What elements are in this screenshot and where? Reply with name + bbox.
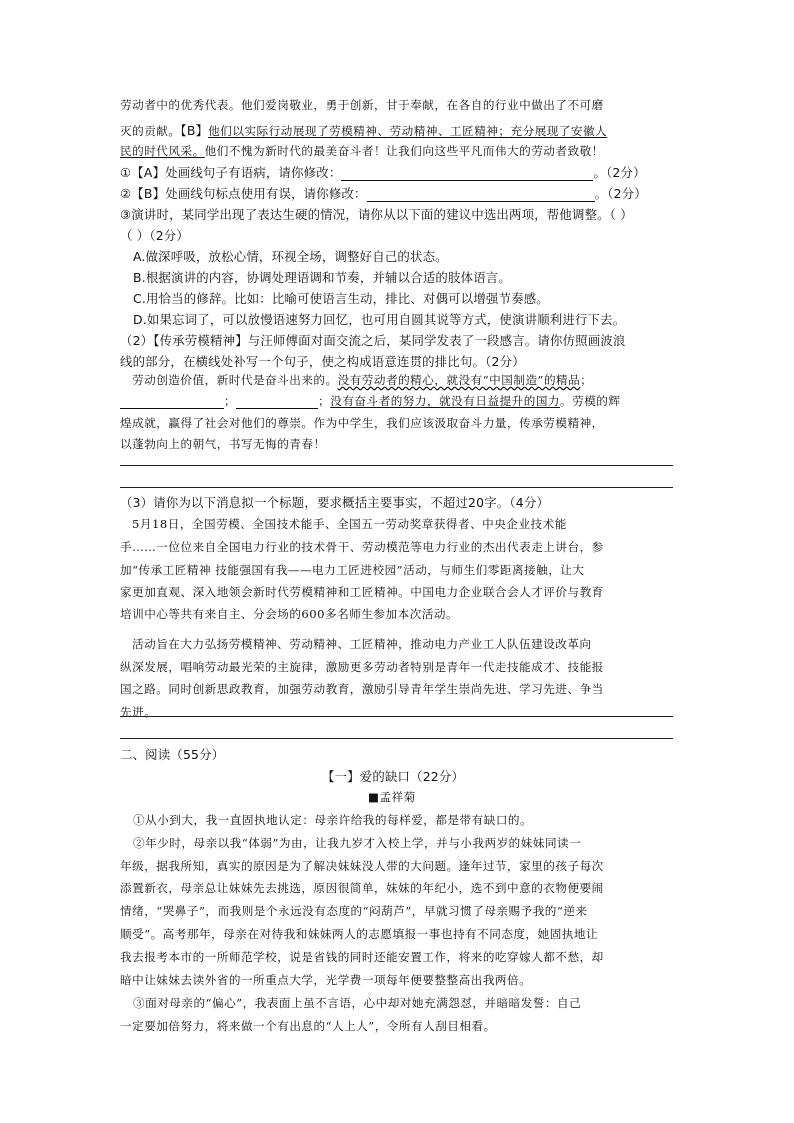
news-line: 5月18日，全国劳模、全国技术能手、全国五一劳动奖章获得者、中央企业技术能	[132, 517, 567, 531]
article-line: 情绪，“哭鼻子”，而我则是个永远没有态度的“闷葫芦”，早就习惯了母亲赐予我的“逆来	[120, 904, 588, 918]
article-line: ③面对母亲的“偏心”，我表面上虽不言语，心中却对她充满怨怼，并暗暗发誓：自己	[133, 996, 582, 1010]
passage-line: 劳动者中的优秀代表。他们爱岗敬业，勇于创新，甘于奉献，在各自的行业中做出了不可磨	[120, 98, 604, 112]
part2-paragraph: 煌成就，赢得了社会对他们的尊崇。作为中学生，我们应该汲取奋斗力量，传承劳模精神，	[120, 416, 604, 430]
article-line: 暗中让妹妹去读外省的一所重点大学，光学费一项每年便要整整高出我两倍。	[120, 973, 532, 987]
news-line: 先进。	[120, 705, 157, 719]
option-b: B.根据演讲的内容，协调处理语调和节奏，并辅以合适的肢体语言。	[133, 270, 511, 285]
option-c: C.用恰当的修辞。比如：比喻可使语言生动，排比、对偶可以增强节奏感。	[133, 291, 549, 306]
wavy-sentence: 没有劳动者的精心，就没有“中国制造”的精品	[337, 373, 581, 387]
answer-line[interactable]	[120, 738, 673, 739]
article-title: 【一】爱的缺口（22分）	[322, 769, 465, 784]
part2-instruction: 线的部分，在横线处补写一个句子，使之构成语意连贯的排比句。（2分）	[120, 354, 525, 369]
news-line: 国之路。同时创新思政教育，加强劳动教育，激励引导青年学生崇尚先进、学习先进、争当	[120, 682, 604, 696]
underlined-sentence-b: 他们以实际行动展现了劳模精神、劳动精神、工匠精神；充分展现了安徽人	[208, 124, 608, 138]
answer-line[interactable]	[120, 487, 673, 488]
answer-line[interactable]	[120, 716, 673, 717]
article-line: 添置新衣，母亲总让妹妹先去挑选，原因很简单，妹妹的年纪小，选不到中意的衣物便要闹	[120, 881, 604, 895]
answer-blank[interactable]	[367, 189, 595, 202]
part3-instruction: （3）请你为以下消息拟一个标题，要求概括主要事实，不超过20字。（4分）	[120, 495, 550, 510]
passage-line: 灭的贡献。【B】他们以实际行动展现了劳模精神、劳动精神、工匠精神；充分展现了安徽人	[120, 123, 608, 138]
news-line: 活动旨在大力弘扬劳模精神、劳动精神、工匠精神，推动电力产业工人队伍建设改革向	[132, 637, 592, 651]
answer-line[interactable]	[120, 465, 673, 466]
article-line: 一定要加倍努力，将来做一个有出息的“人上人”，令所有人刮目相看。	[120, 1019, 496, 1033]
question-1: ①【A】处画线句子有语病，请你修改： 。（2分）	[120, 165, 646, 180]
article-line: 顺受”。高考那年，母亲在对待我和妹妹两人的志愿填报一事也持有不同态度，她固执地让	[120, 927, 599, 941]
article-line: 我去报考本市的一所师范学校，说是省钱的同时还能安置工作，将来的吃穿嫁人都不愁，却	[120, 950, 604, 964]
news-line: 家更加直观、深入地领会新时代劳模精神和工匠精神。中国电力企业联合会人才评价与教育	[120, 585, 604, 599]
news-line: 培训中心等共有来自主、分会场的600多名师生参加本次活动。	[120, 607, 459, 621]
article-author: ■孟祥菊	[368, 790, 416, 804]
news-line: 纵深发展，唱响劳动最光荣的主旋律，激励更多劳动者特别是青年一代走技能成才、技能报	[120, 660, 604, 674]
part2-paragraph: 劳动创造价值，新时代是奋斗出来的。没有劳动者的精心，就没有“中国制造”的精品；	[132, 373, 593, 387]
answer-blank[interactable]	[120, 396, 224, 409]
question-3-cont: （ ）（2分）	[120, 228, 189, 243]
answer-blank[interactable]	[236, 396, 318, 409]
part2-paragraph: ； ；没有奋斗者的努力，就没有日益提升的国力。劳模的辉	[120, 393, 621, 409]
news-line: 加“传承工匠精神 技能强国有我——电力工匠进校园”活动，与师生们零距离接触，让大	[120, 563, 585, 577]
option-d: D.如果忘词了，可以放慢语速努力回忆，也可用自圆其说等方式，使演讲顺利进行下去。	[133, 312, 626, 327]
news-line: 手……一位位来自全国电力行业的技术骨干、劳动模范等电力行业的杰出代表走上讲台，参	[120, 540, 604, 554]
section-heading: 二、阅读（55分）	[120, 747, 225, 762]
question-3: ③演讲时，某同学出现了表达生硬的情况，请你从以下面的建议中选出两项，帮他调整。（ ）	[120, 207, 633, 222]
answer-blank[interactable]	[341, 168, 593, 181]
article-line: 年级，据我所知，真实的原因是为了解决妹妹没人带的大问题。逢年过节，家里的孩子每次	[120, 859, 604, 873]
passage-line: 民的时代风采。他们不愧为新时代的最美奋斗者！让我们向这些平凡而伟大的劳动者致敬！	[120, 144, 604, 158]
article-line: ②年少时，母亲以我“体弱”为由，让我九岁才入校上学，并与小我两岁的妹妹同读一	[133, 836, 582, 850]
option-a: A.做深呼吸，放松心情，环视全场，调整好自己的状态。	[133, 249, 448, 264]
part2-instruction: （2）【传承劳模精神】与汪师傅面对面交流之后，某同学发表了一段感言。请你仿照画波浪	[120, 333, 626, 348]
part2-paragraph: 以蓬勃向上的朝气，书写无悔的青春！	[120, 437, 326, 451]
question-2: ②【B】处画线句标点使用有误，请你修改： 。（2分）	[120, 186, 647, 201]
article-line: ①从小到大，我一直固执地认定：母亲许给我的每样爱，都是带有缺口的。	[133, 813, 533, 827]
